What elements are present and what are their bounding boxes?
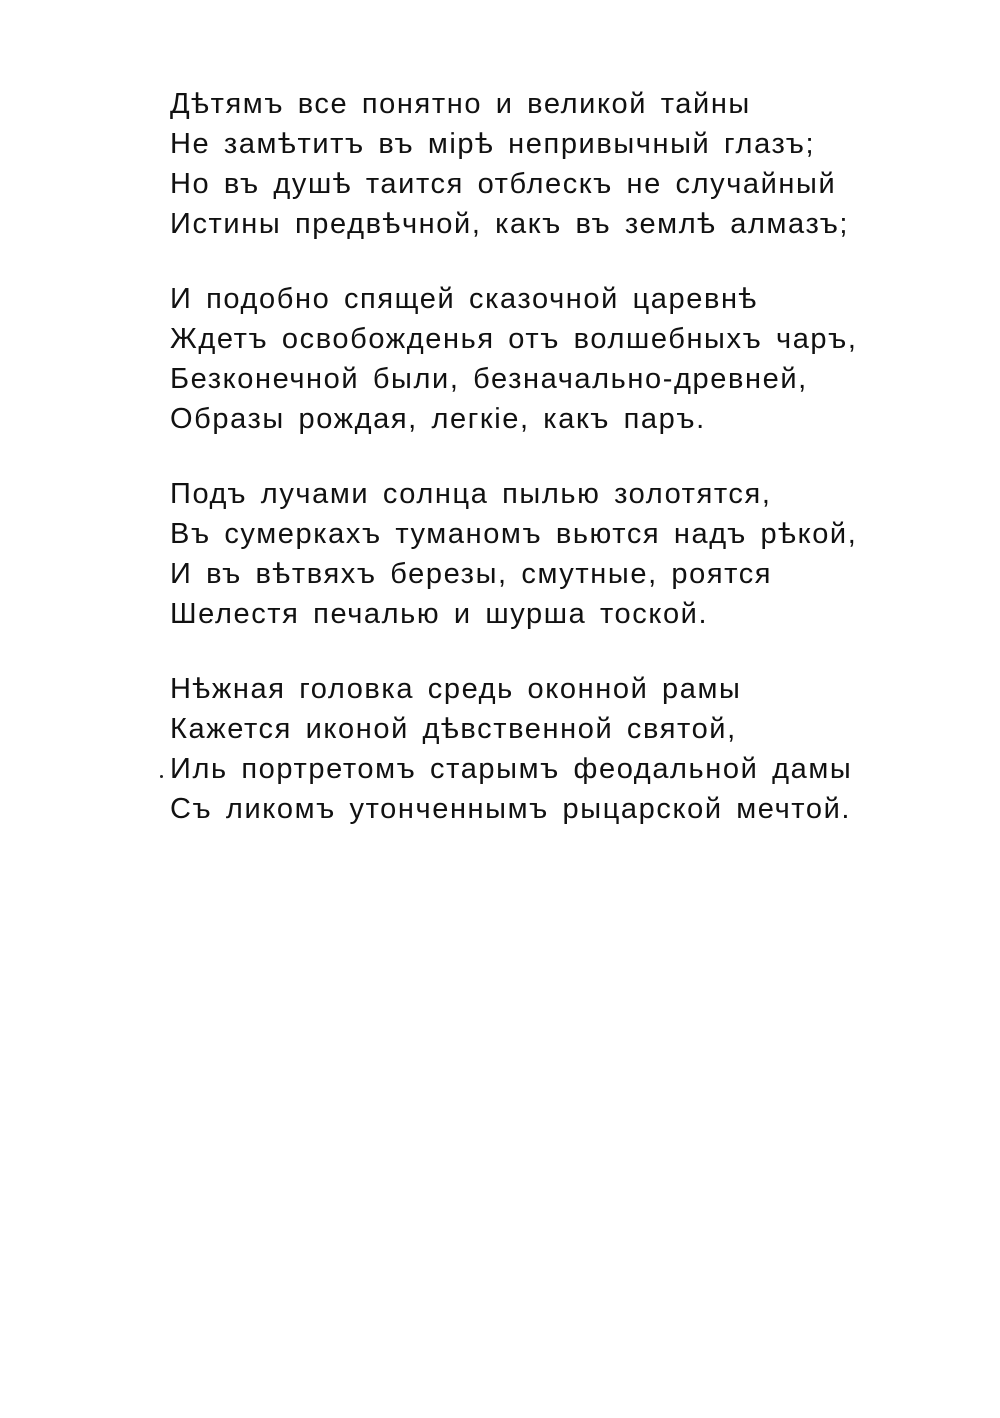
poem-line: Нѣжная головка средь оконной рамы	[170, 673, 742, 705]
poem-line: Ждетъ освобожденья отъ волшебныхъ чаръ,	[170, 323, 858, 355]
poem-line: Подъ лучами солнца пылью золотятся,	[170, 478, 772, 510]
poem-line: Безконечной были, безначально-древней,	[170, 363, 808, 395]
poem-line: Образы рождая, легкіе, какъ паръ.	[170, 403, 706, 435]
poem-line: Иль портретомъ старымъ феодальной дамы	[170, 753, 853, 785]
poem-line: Дѣтямъ все понятно и великой тайны	[170, 88, 751, 120]
poem-line: И подобно спящей сказочной царевнѣ	[170, 283, 758, 315]
poem-line: Въ сумеркахъ туманомъ вьются надъ рѣкой,	[170, 518, 858, 550]
poem-line: Съ ликомъ утонченнымъ рыцарской мечтой.	[170, 793, 852, 825]
stanza-3	[170, 474, 890, 634]
poem-line: Истины предвѣчной, какъ въ землѣ алмазъ;	[170, 208, 850, 240]
stanza-4	[170, 669, 890, 829]
poem-line: Кажется иконой дѣвственной святой,	[170, 713, 737, 745]
poem-line: Но въ душѣ таится отблескъ не случайный	[170, 168, 837, 200]
poem-line: И въ вѣтвяхъ березы, смутные, роятся	[170, 558, 773, 590]
print-speck	[160, 775, 163, 778]
stanza-2	[170, 279, 890, 439]
poem-line: Не замѣтитъ въ мірѣ непривычный глазъ;	[170, 128, 816, 160]
poem-line: Шелестя печалью и шурша тоской.	[170, 598, 709, 630]
stanza-1	[170, 84, 890, 244]
poem	[170, 84, 890, 864]
